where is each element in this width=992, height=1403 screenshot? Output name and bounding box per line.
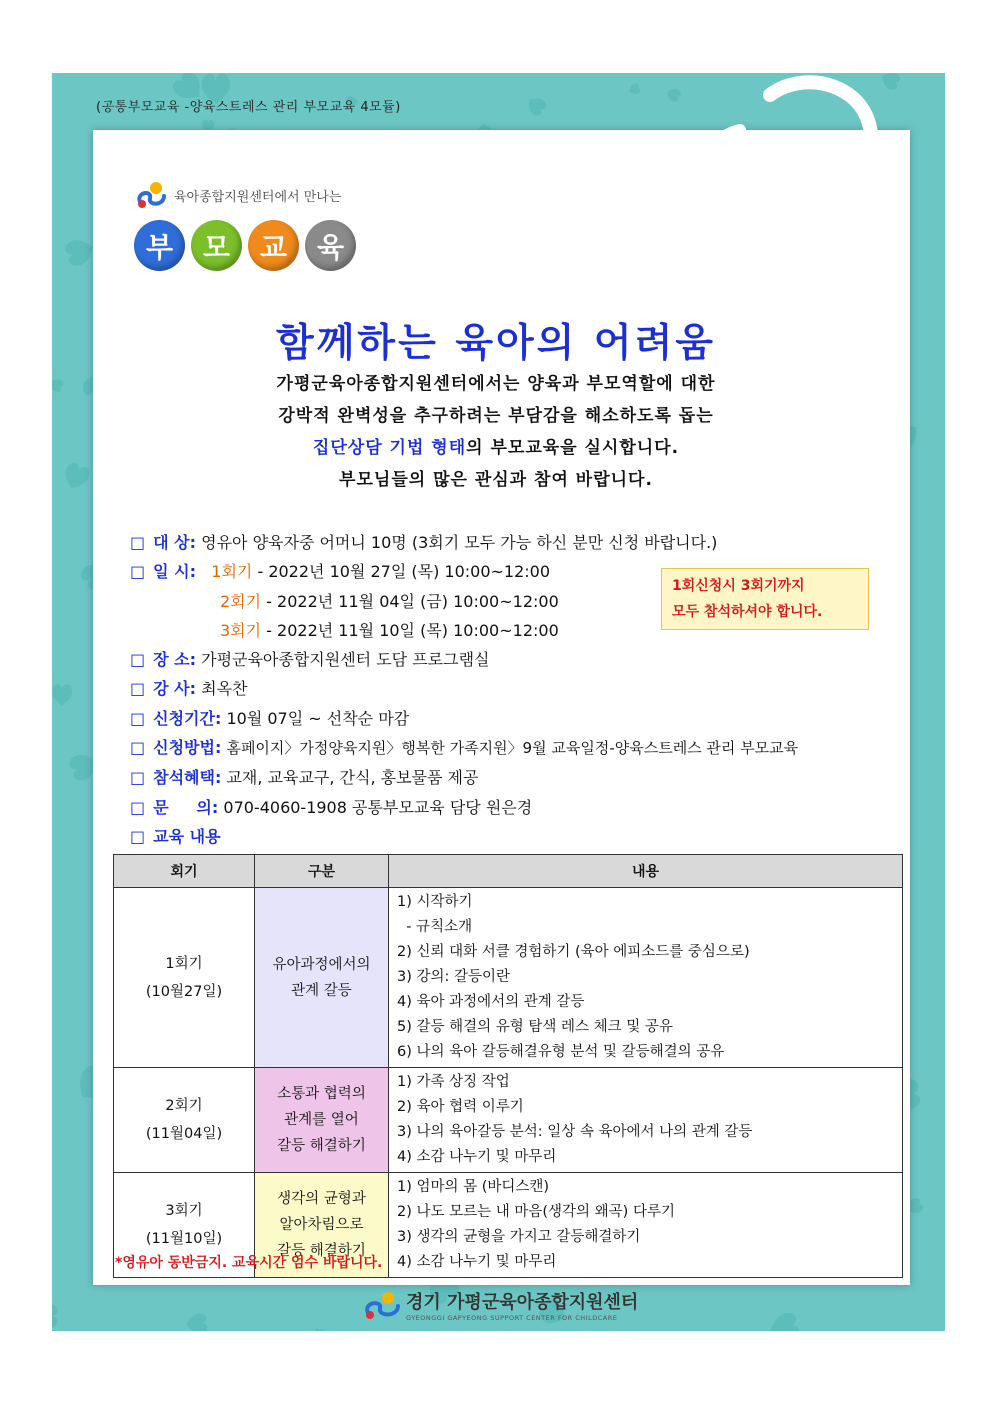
footer-org-en: GYEONGGI GAPYEONG SUPPORT CENTER FOR CHILDCARE	[406, 1314, 618, 1322]
category-line: 소통과 협력의	[277, 1086, 366, 1102]
heart-shape	[52, 1304, 58, 1328]
content-item: 1) 가족 상징 작업	[397, 1074, 510, 1090]
intro-line-1: 가평군육아종합지원센터에서는 양육과 부모역할에 대한	[276, 374, 716, 394]
session-date: (11월10일)	[145, 1231, 223, 1247]
info-target: □ 대 상: 영유아 양육자중 어머니 10명 (3회기 모두 가능 하신 분만 신청 바랍니다.)	[130, 533, 718, 552]
badge-mo: 모	[191, 220, 242, 271]
session-cell	[114, 1068, 255, 1173]
content-cell	[389, 1068, 903, 1173]
badge-yuk: 육	[305, 220, 356, 271]
info-date-3: 3회기 - 2022년 11월 10일 (목) 10:00~12:00	[220, 620, 559, 640]
category-line: 생각의 균형과	[277, 1191, 366, 1207]
info-teacher: □ 강 사: 최옥찬	[130, 679, 248, 699]
heart-shape	[313, 1328, 325, 1331]
category-line: 관계를 열어	[284, 1112, 359, 1128]
session-date: (10월27일)	[145, 983, 223, 1000]
center-logo	[134, 180, 341, 210]
content-item: 1) 시작하기	[397, 894, 473, 910]
content-item: 1) 엄마의 몸 (바디스캔)	[397, 1179, 550, 1195]
info-date-1: □ 일 시: 1회기 - 2022년 10월 27일 (목) 10:00~12:00	[130, 562, 551, 582]
info-period: □ 신청기간: 10월 07일 ~ 선착순 마감	[130, 708, 410, 728]
content-item: 4) 소감 나누기 및 마무리	[397, 1149, 557, 1165]
footer-note: *영유아 동반금지. 교육시간 엄수 바랍니다.	[115, 1255, 383, 1271]
category-line: 갈등 해결하기	[277, 1243, 366, 1259]
heart-shape	[52, 684, 72, 706]
footer-logo-icon	[360, 1289, 406, 1321]
category-line: 알아차림으로	[279, 1217, 364, 1233]
content-item: 5) 갈등 해결의 유형 탐색 레스 체크 및 공유	[397, 1019, 673, 1035]
heart-shape	[184, 1313, 208, 1331]
page-title: 함께하는 육아의 어려움	[276, 321, 716, 366]
intro-text	[0, 368, 992, 496]
intro-line-4: 부모님들의 많은 관심과 참여 바랍니다.	[339, 470, 653, 490]
info-contact: □ 문 의: 070-4060-1908 공통부모교육 담당 원은경	[130, 797, 533, 817]
title-badges	[134, 220, 356, 271]
content-item: 2) 육아 협력 이루기	[397, 1099, 524, 1115]
info-date-2: 2회기 - 2022년 11월 04일 (금) 10:00~12:00	[220, 591, 559, 611]
content-item: 3) 나의 육아갈등 분석: 일상 속 육아에서 나의 관계 갈등	[397, 1124, 753, 1140]
footer-org-name: 경기 가평군육아종합지원센터	[406, 1292, 639, 1313]
content-item: 4) 육아 과정에서의 관계 갈등	[397, 994, 585, 1010]
category-cell	[255, 888, 389, 1068]
intro-line-2: 강박적 완벽성을 추구하려는 부담감을 해소하도록 돕는	[278, 406, 714, 426]
content-item: 2) 신뢰 대화 서클 경험하기 (육아 에피소드를 중심으로)	[397, 944, 750, 960]
curriculum-table	[113, 854, 903, 1278]
table-header-row	[114, 855, 903, 888]
category-line: 관계 갈등	[291, 982, 352, 999]
header-content: 내용	[389, 855, 903, 888]
content-cell	[389, 888, 903, 1068]
center-logo-icon	[134, 180, 170, 210]
category-line: 유아과정에서의	[272, 956, 371, 973]
header-category: 구분	[255, 855, 389, 888]
info-place: □ 장 소: 가평군육아종합지원센터 도담 프로그램실	[130, 650, 490, 670]
ribbon-decoration	[640, 70, 890, 330]
logo-caption: 육아종합지원센터에서 만나는	[174, 189, 342, 205]
header-session: 회기	[114, 855, 255, 888]
intro-highlight: 집단상담 기법 형태	[312, 438, 467, 458]
content-item: 3) 강의: 갈등이란	[397, 969, 511, 985]
badge-bu: 부	[134, 220, 185, 271]
info-method: □ 신청방법: 홈페이지〉가정양육지원〉행복한 가족지원〉9월 교육일정-양육스트레스 관리 부모교육	[130, 738, 799, 758]
session-date: (11월04일)	[145, 1126, 223, 1142]
footer-logo	[360, 1288, 638, 1322]
session-name: 1회기	[165, 955, 203, 972]
table-row	[114, 888, 903, 1068]
table-row	[114, 1068, 903, 1173]
session-name: 3회기	[165, 1203, 203, 1219]
content-item: - 규칙소개	[397, 919, 473, 935]
badge-gyo: 교	[248, 220, 299, 271]
content-cell	[389, 1173, 903, 1278]
heart-shape	[523, 93, 548, 118]
category-line: 갈등 해결하기	[277, 1138, 366, 1154]
session-cell	[114, 888, 255, 1068]
intro-line-3: 집단상담 기법 형태의 부모교육을 실시합니다.	[312, 438, 680, 458]
info-content: □ 교육 내용	[130, 826, 221, 846]
session-name: 2회기	[165, 1098, 203, 1114]
content-item: 3) 생각의 균형을 가지고 갈등해결하기	[397, 1229, 641, 1245]
content-item: 2) 나도 모르는 내 마음(생각의 왜곡) 다루기	[397, 1204, 675, 1220]
info-benefit: □ 참석혜택: 교재, 교육교구, 간식, 홍보물품 제공	[130, 768, 479, 788]
category-cell	[255, 1068, 389, 1173]
content-item: 4) 소감 나누기 및 마무리	[397, 1254, 557, 1270]
content-item: 6) 나의 육아 갈등해결유형 분석 및 갈등해결의 공유	[397, 1044, 725, 1060]
header-note: (공통부모교육 -양육스트레스 관리 부모교육 4모듈)	[96, 100, 401, 115]
attendance-notice: 1회신청시 3회기까지 모두 참석하셔야 합니다.	[661, 568, 869, 630]
heart-shape	[766, 1311, 801, 1331]
